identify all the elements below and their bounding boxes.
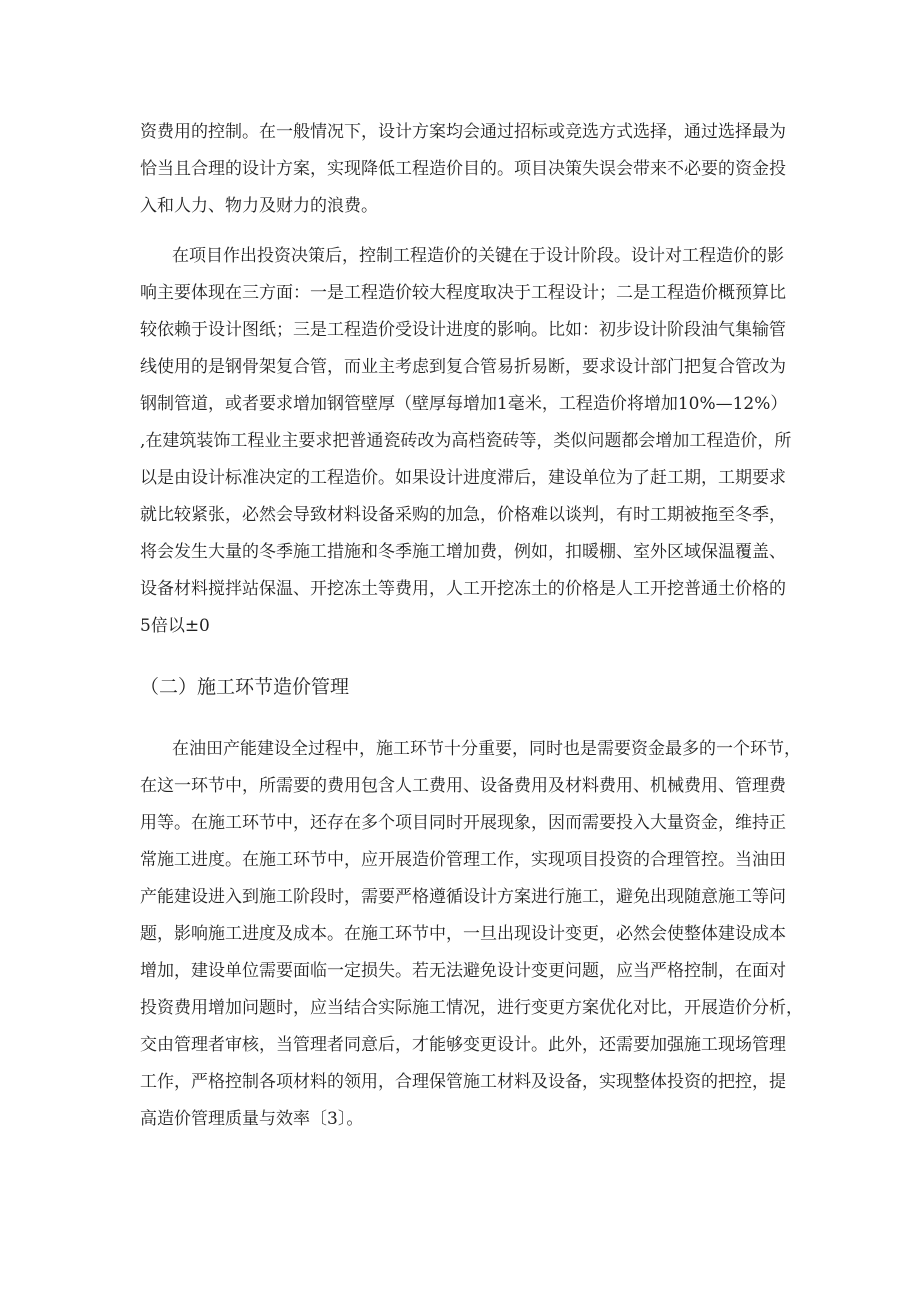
paragraph-3-line-8: 投资费用增加问题时，应当结合实际施工情况，进行变更方案优化对比，开展造价分析， [140,998,803,1018]
paragraph-2-line-11: 5倍以±0 [140,616,210,636]
paragraph-2-line-9: 将会发生大量的冬季施工措施和冬季施工增加费，例如，扣暖棚、室外区域保温覆盖、 [140,542,786,562]
paragraph-3-line-11: 高造价管理质量与效率〔3〕。 [140,1109,364,1129]
paragraph-1-line-2: 恰当且合理的设计方案，实现降低工程造价目的。项目决策失误会带来不必要的资金投 [140,159,786,179]
paragraph-3-line-6: 题，影响施工进度及成本。在施工环节中，一旦出现设计变更，必然会使整体建设成本 [140,924,786,944]
paragraph-2-line-8: 就比较紧张，必然会导致材料设备采购的加急，价格难以谈判，有时工期被拖至冬季， [140,505,786,525]
paragraph-2-line-4: 线使用的是钢骨架复合管，而业主考虑到复合管易折易断，要求设计部门把复合管改为 [140,357,786,377]
paragraph-2-line-2: 响主要体现在三方面：一是工程造价较大程度取决于工程设计；二是工程造价概预算比 [140,283,786,303]
paragraph-3-line-7: 增加，建设单位需要面临一定损失。若无法避免设计变更问题，应当严格控制，在面对 [140,961,786,981]
paragraph-2-line-6: ,在建筑装饰工程业主要求把普通瓷砖改为高档瓷砖等，类似问题都会增加工程造价，所 [140,431,792,451]
paragraph-2-line-3: 较依赖于设计图纸；三是工程造价受设计进度的影响。比如：初步设计阶段油气集输管 [140,320,786,340]
section-heading: （二）施工环节造价管理 [140,676,350,698]
paragraph-2-line-7: 以是由设计标准决定的工程造价。如果设计进度滞后，建设单位为了赶工期，工期要求 [140,468,786,488]
paragraph-2-line-5: 钢制管道，或者要求增加钢管壁厚（壁厚每增加1毫米，工程造价将增加10%—12%） [140,394,788,414]
paragraph-1-line-1: 资费用的控制。在一般情况下，设计方案均会通过招标或竞选方式选择，通过选择最为 [140,122,786,142]
paragraph-2-line-1: 在项目作出投资决策后，控制工程造价的关键在于设计阶段。设计对工程造价的影 [172,246,784,266]
paragraph-3-line-4: 常施工进度。在施工环节中，应开展造价管理工作，实现项目投资的合理管控。当油田 [140,850,786,870]
paragraph-3-line-2: 在这一环节中，所需要的费用包含人工费用、设备费用及材料费用、机械费用、管理费 [140,776,786,796]
paragraph-3-line-1: 在油田产能建设全过程中，施工环节十分重要，同时也是需要资金最多的一个环节， [172,739,801,759]
paragraph-3-line-9: 交由管理者审核，当管理者同意后，才能够变更设计。此外，还需要加强施工现场管理 [140,1035,786,1055]
paragraph-3-line-5: 产能建设进入到施工阶段时，需要严格遵循设计方案进行施工，避免出现随意施工等问 [140,887,786,907]
paragraph-2-line-10: 设备材料搅拌站保温、开挖冻土等费用，人工开挖冻土的价格是人工开挖普通土价格的 [140,579,786,599]
paragraph-3-line-10: 工作，严格控制各项材料的领用，合理保管施工材料及设备，实现整体投资的把控，提 [140,1072,786,1092]
paragraph-1-line-3: 入和人力、物力及财力的浪费。 [140,196,378,216]
paragraph-3-line-3: 用等。在施工环节中，还存在多个项目同时开展现象，因而需要投入大量资金，维持正 [140,813,786,833]
